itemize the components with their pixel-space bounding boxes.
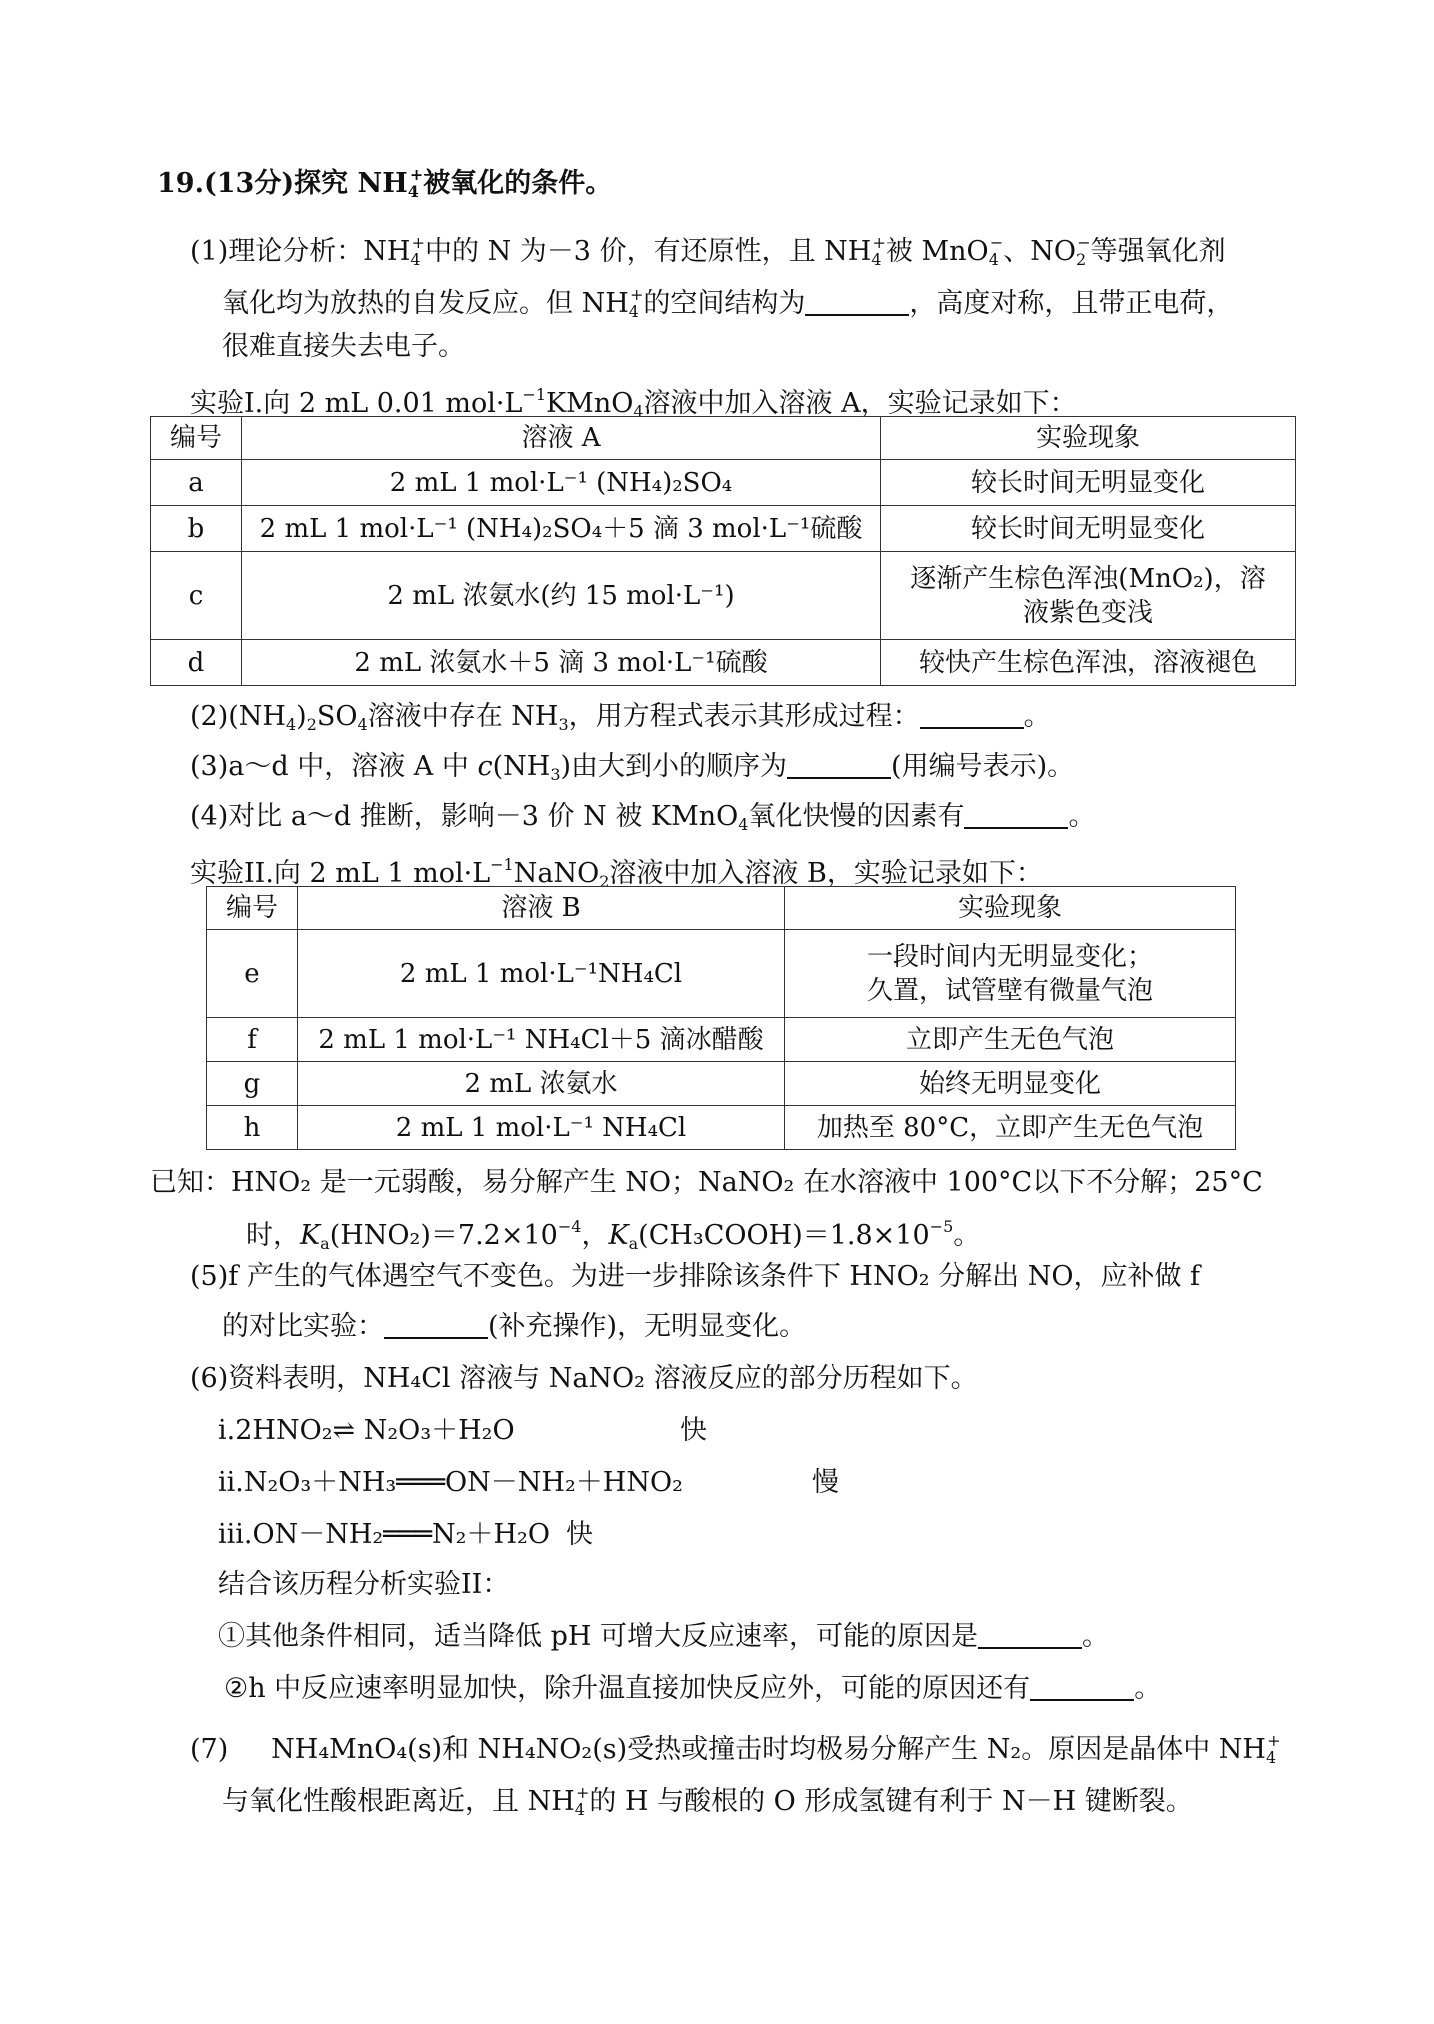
part6-analysis: 结合该历程分析实验II： — [218, 1569, 510, 1600]
part7-line1: (7) NH₄MnO₄(s)和 NH₄NO₂(s)受热或撞击时均极易分解产生 N₂。原因是晶体中 $NH_4^+$ — [190, 1731, 1281, 1767]
question-title: 19.(13分)探究 $NH_4^+$被氧化的条件。 — [157, 165, 613, 201]
part6-step2: ii.N₂O₃＋NH₃═══ON－NH₂＋HNO₂ — [218, 1467, 683, 1498]
table-header-row: 编号 溶液 B 实验现象 — [207, 887, 1236, 930]
part6-step3-speed: 快 — [566, 1519, 593, 1550]
known-line2: 时，$K_a(HNO_2)=7.2\times 10^{-4}$，$K_a(CH_3COOH)=1.8\times 10^{-5}$。 — [246, 1217, 981, 1253]
part1-line1: (1)理论分析：$NH_4^+$中的 N 为－3 价，有还原性，且 $NH_4^+$被 MnO$_4$−、$NO_2^-$等强氧化剂 — [190, 233, 1226, 269]
known-line1: 已知：HNO₂ 是一元弱酸，易分解产生 NO；NaNO₂ 在水溶液中 100°C以下不分解；25°C — [150, 1167, 1263, 1198]
part1-line2: 氧化均为放热的自发反应。但 $NH_4^+$的空间结构为 ，高度对称，且带正电荷， — [222, 285, 1234, 321]
exp2-table — [206, 886, 1236, 1150]
table-row: b 2 mL 1 mol·L⁻¹ (NH₄)₂SO₄＋5 滴 3 mol·L⁻¹硫酸 较长时间无明显变化 — [151, 506, 1296, 552]
part6-step2-speed: 慢 — [812, 1467, 839, 1498]
table-row: h 2 mL 1 mol·L⁻¹ NH₄Cl 加热至 80°C，立即产生无色气泡 — [207, 1106, 1236, 1150]
table-row: f 2 mL 1 mol·L⁻¹ NH₄Cl＋5 滴冰醋酸 立即产生无色气泡 — [207, 1018, 1236, 1062]
answer-blank-1[interactable] — [805, 290, 909, 316]
part6-q2: ②h 中反应速率明显加快，除升温直接加快反应外，可能的原因还有 。 — [224, 1673, 1162, 1704]
answer-blank-3[interactable] — [787, 753, 891, 779]
part6-step1-speed: 快 — [680, 1415, 707, 1446]
answer-blank-5[interactable] — [384, 1313, 488, 1339]
part3-line: (3)a～d 中，溶液 A 中 $c(NH_3)$由大到小的顺序为 (用编号表示)。 — [190, 751, 1075, 784]
table-row: g 2 mL 浓氨水 始终无明显变化 — [207, 1062, 1236, 1106]
part5-line1: (5)f 产生的气体遇空气不变色。为进一步排除该条件下 HNO₂ 分解出 NO，应补做 f — [190, 1261, 1201, 1292]
part6-intro: (6)资料表明，NH₄Cl 溶液与 NaNO₂ 溶液反应的部分历程如下。 — [190, 1363, 978, 1394]
answer-blank-7[interactable] — [1030, 1675, 1134, 1701]
part4-line: (4)对比 a～d 推断，影响－3 价 N 被 KMnO$_4$氧化快慢的因素有 。 — [190, 801, 1096, 834]
part2-line: $(2)(NH_4)_2SO_4$溶液中存在 $NH_3$，用方程式表示其形成过程： 。 — [190, 701, 1051, 734]
answer-blank-6[interactable] — [978, 1623, 1082, 1649]
part6-step1: i.2HNO₂⇌ N₂O₃＋H₂O — [218, 1415, 515, 1446]
table-row: e 2 mL 1 mol·L⁻¹NH₄Cl 一段时间内无明显变化； 久置，试管壁有微量气泡 — [207, 930, 1236, 1018]
part1-line3: 很难直接失去电子。 — [222, 331, 465, 362]
part6-step3: iii.ON－NH₂═══N₂＋H₂O — [218, 1519, 550, 1550]
part5-line2: 的对比实验： (补充操作)，无明显变化。 — [222, 1311, 807, 1342]
table-header-row: 编号 溶液 A 实验现象 — [151, 417, 1296, 460]
question-number: 19.(13分) — [157, 168, 295, 199]
answer-blank-4[interactable] — [964, 803, 1068, 829]
table-row: d 2 mL 浓氨水＋5 滴 3 mol·L⁻¹硫酸 较快产生棕色浑浊，溶液褪色 — [151, 640, 1296, 686]
part7-line2: 与氧化性酸根距离近，且 $NH_4^+$的 H 与酸根的 O 形成氢键有利于 N－H 键断裂。 — [222, 1783, 1193, 1819]
table-row: a 2 mL 1 mol·L⁻¹ (NH₄)₂SO₄ 较长时间无明显变化 — [151, 460, 1296, 506]
exp1-intro: 实验I.向 2 mL 0.01 $mol\cdot L^{-1}KMnO_4$溶液中加入溶液 A，实验记录如下： — [190, 385, 1077, 421]
exp2-intro: 实验II.向 2 mL 1 $mol\cdot L^{-1}NaNO_2$溶液中加入溶液 B，实验记录如下： — [190, 855, 1043, 891]
part6-q1: ①其他条件相同，适当降低 pH 可增大反应速率，可能的原因是 。 — [218, 1621, 1109, 1652]
answer-blank-2[interactable] — [920, 703, 1024, 729]
table-row: c 2 mL 浓氨水(约 15 mol·L⁻¹) 逐渐产生棕色浑浊(MnO₂)，溶液紫色变浅 — [151, 552, 1296, 640]
exp1-table — [150, 416, 1296, 686]
